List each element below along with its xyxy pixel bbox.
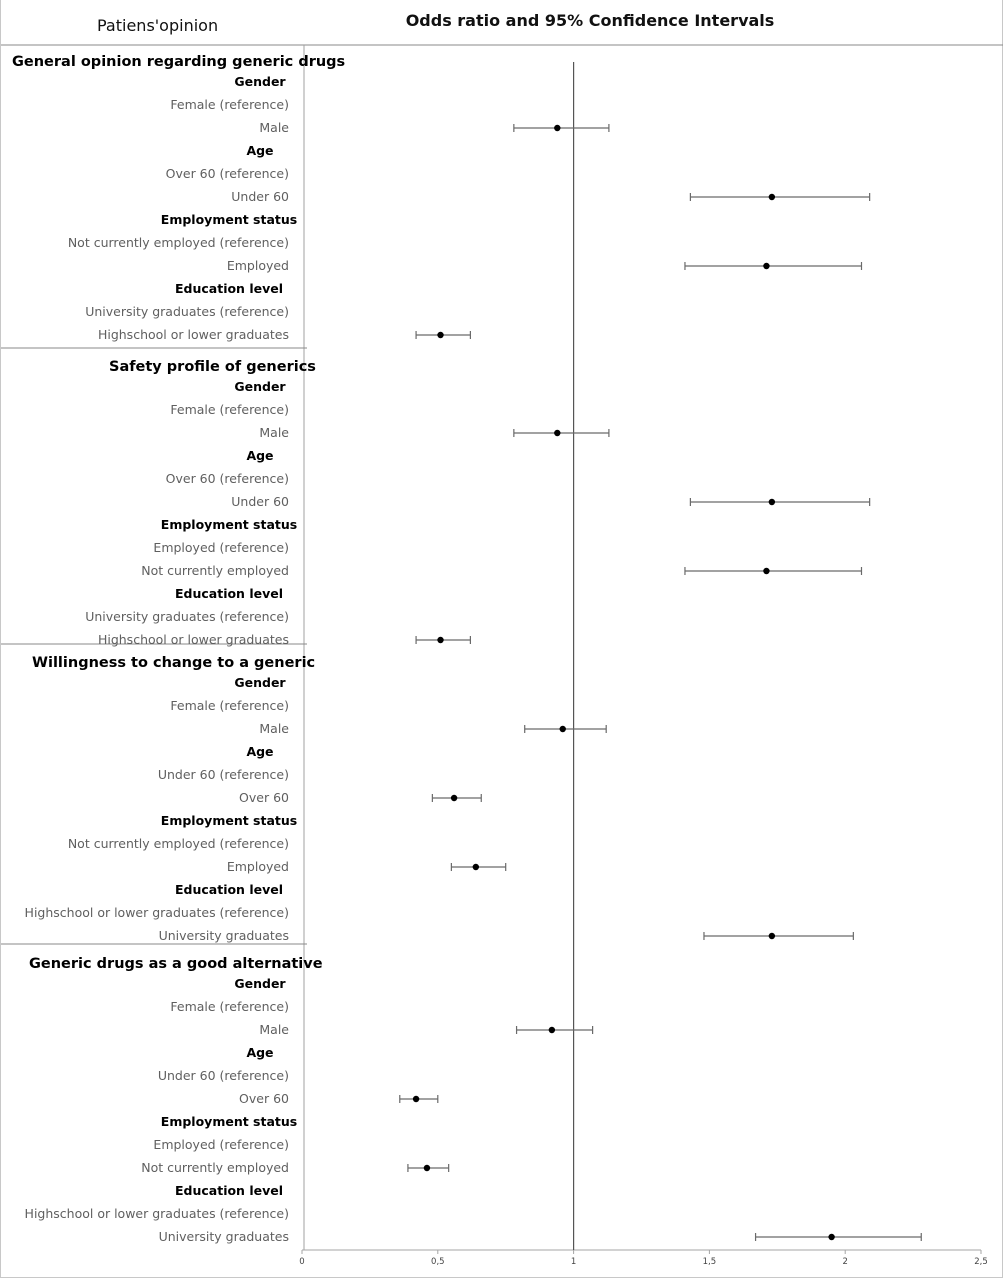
odds-ratio-point (763, 568, 769, 574)
row-label: Over 60 (reference) (165, 166, 289, 181)
row-label: Not currently employed (reference) (67, 235, 289, 250)
rows-layer (1, 54, 345, 1244)
row-label: University graduates (158, 1229, 289, 1244)
odds-ratio-point (560, 726, 566, 732)
group-label: Gender (234, 74, 286, 89)
x-tick-label: 0,5 (431, 1257, 445, 1267)
row-label: Under 60 (reference) (157, 767, 289, 782)
row-label: Employed (reference) (153, 1137, 289, 1152)
row-label: Male (259, 1022, 289, 1037)
group-label: Education level (174, 882, 284, 897)
row-label: Under 60 (reference) (157, 1068, 289, 1083)
row-label: University graduates (reference) (85, 304, 289, 319)
row-label: Female (reference) (170, 698, 289, 713)
group-label: Age (246, 448, 274, 463)
odds-ratio-point (473, 864, 479, 870)
row-label: Over 60 (239, 790, 289, 805)
odds-ratio-point (769, 499, 775, 505)
group-label: Employment status (160, 1114, 298, 1129)
row-label: Under 60 (231, 494, 289, 509)
group-label: Education level (174, 586, 284, 601)
odds-ratio-point (763, 263, 769, 269)
row-label: Male (259, 120, 289, 135)
group-label: Age (246, 1045, 274, 1060)
odds-ratio-point (554, 125, 560, 131)
section-title: Generic drugs as a good alternative (29, 956, 323, 972)
odds-ratio-point (437, 637, 443, 643)
row-label: University graduates (158, 928, 289, 943)
row-label: Under 60 (231, 189, 289, 204)
odds-ratio-point (769, 933, 775, 939)
section-title: Willingness to change to a generic (32, 655, 316, 671)
row-label: Not currently employed (reference) (67, 836, 289, 851)
row-label: Highschool or lower graduates (97, 632, 289, 647)
group-label: Education level (174, 281, 284, 296)
x-ticks (299, 1250, 987, 1267)
odds-ratio-point (413, 1096, 419, 1102)
row-label: Male (259, 425, 289, 440)
x-tick-label: 1,5 (702, 1257, 717, 1267)
marks-layer (400, 124, 921, 1241)
group-label: Gender (234, 675, 286, 690)
group-label: Employment status (160, 813, 298, 828)
odds-ratio-point (451, 795, 457, 801)
row-label: Female (reference) (170, 999, 289, 1014)
row-label: University graduates (reference) (85, 609, 289, 624)
group-label: Age (246, 143, 274, 158)
x-tick-label: 1 (570, 1257, 577, 1267)
odds-ratio-point (769, 194, 775, 200)
group-label: Age (246, 744, 274, 759)
row-label: Female (reference) (170, 402, 289, 417)
group-label: Gender (234, 976, 286, 991)
row-label: Employed (226, 258, 289, 273)
group-label: Employment status (160, 212, 298, 227)
row-label: Highschool or lower graduates (97, 327, 289, 342)
group-label: Gender (234, 379, 286, 394)
section-title: Safety profile of generics (109, 359, 316, 375)
odds-ratio-point (424, 1165, 430, 1171)
x-tick-label: 2 (842, 1257, 848, 1267)
row-label: Employed (226, 859, 289, 874)
section-title: General opinion regarding generic drugs (12, 54, 346, 70)
row-label: Over 60 (reference) (165, 471, 289, 486)
group-label: Employment status (160, 517, 298, 532)
row-label: Not currently employed (141, 563, 289, 578)
row-label: Not currently employed (141, 1160, 289, 1175)
label-column-header: Patiens'opinion (97, 16, 219, 35)
odds-ratio-point (549, 1027, 555, 1033)
odds-ratio-point (554, 430, 560, 436)
row-label: Highschool or lower graduates (reference) (24, 1206, 289, 1221)
group-label: Education level (174, 1183, 284, 1198)
x-tick-label: 2,5 (974, 1257, 988, 1267)
chart-title: Odds ratio and 95% Confidence Intervals (405, 11, 775, 30)
row-label: Highschool or lower graduates (reference) (24, 905, 289, 920)
row-label: Over 60 (239, 1091, 289, 1106)
row-label: Female (reference) (170, 97, 289, 112)
forest-plot (1, 0, 1003, 1278)
row-label: Male (259, 721, 289, 736)
odds-ratio-point (828, 1234, 834, 1240)
row-label: Employed (reference) (153, 540, 289, 555)
odds-ratio-point (437, 332, 443, 338)
x-tick-label: 0 (299, 1257, 305, 1267)
